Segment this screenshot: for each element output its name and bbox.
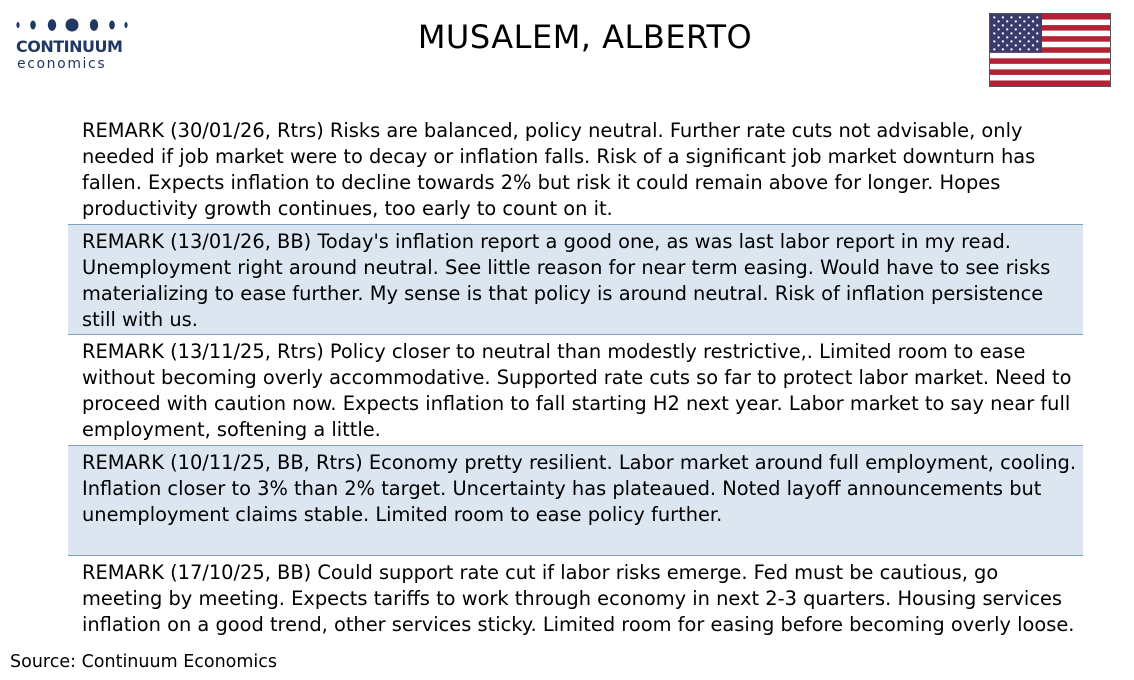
remark-row: REMARK (30/01/26, Rtrs) Risks are balanced, policy neutral. Further rate cuts not advisable, only needed if job market were to decay or inflation falls. Risk of a significant job market downturn has fallen. Expects inflation to decline towards 2% but risk it could remain above for longer. Hopes productivity growth continues, too early to count on it. <box>68 114 1083 225</box>
logo-name: CONTINUUM <box>16 37 123 56</box>
remark-row: REMARK (10/11/25, BB, Rtrs) Economy pretty resilient. Labor market around full employment, cooling. Inflation closer to 3% than 2% target. Uncertainty has plateaued. Noted layoff announcements but unemployment claims stable. Limited room to ease policy further. <box>68 446 1083 557</box>
remark-row: REMARK (17/10/25, BB) Could support rate cut if labor risks emerge. Fed must be cautious, go meeting by meeting. Expects tariffs to work through economy in next 2-3 quarters. Housing services inflation on a good trend, other services sticky. Limited room for easing before becoming overly loose. <box>82 561 1075 636</box>
page-title: MUSALEM, ALBERTO <box>417 18 753 56</box>
remarks-table <box>68 114 1083 667</box>
source-note: Source: Continuum Economics <box>10 652 278 672</box>
us-flag-icon <box>990 14 1110 86</box>
logo-subtitle: economics <box>17 56 107 72</box>
remark-row: REMARK (13/11/25, Rtrs) Policy closer to neutral than modestly restrictive,. Limited room to ease without becoming overly accommodative. Supported rate cuts so far to protect labor market. Need to proceed with caution now. Expects inflation to fall starting H2 next year. Labor market to say near full employment, softening a little. <box>68 335 1083 446</box>
remark-row: REMARK (13/01/26, BB) Today's inflation report a good one, as was last labor report in my read. Unemployment right around neutral. See little reason for near term easing. Would have to see risks materializing to ease further. My sense is that policy is around neutral. Risk of inflation persistence still with us. <box>68 225 1083 336</box>
